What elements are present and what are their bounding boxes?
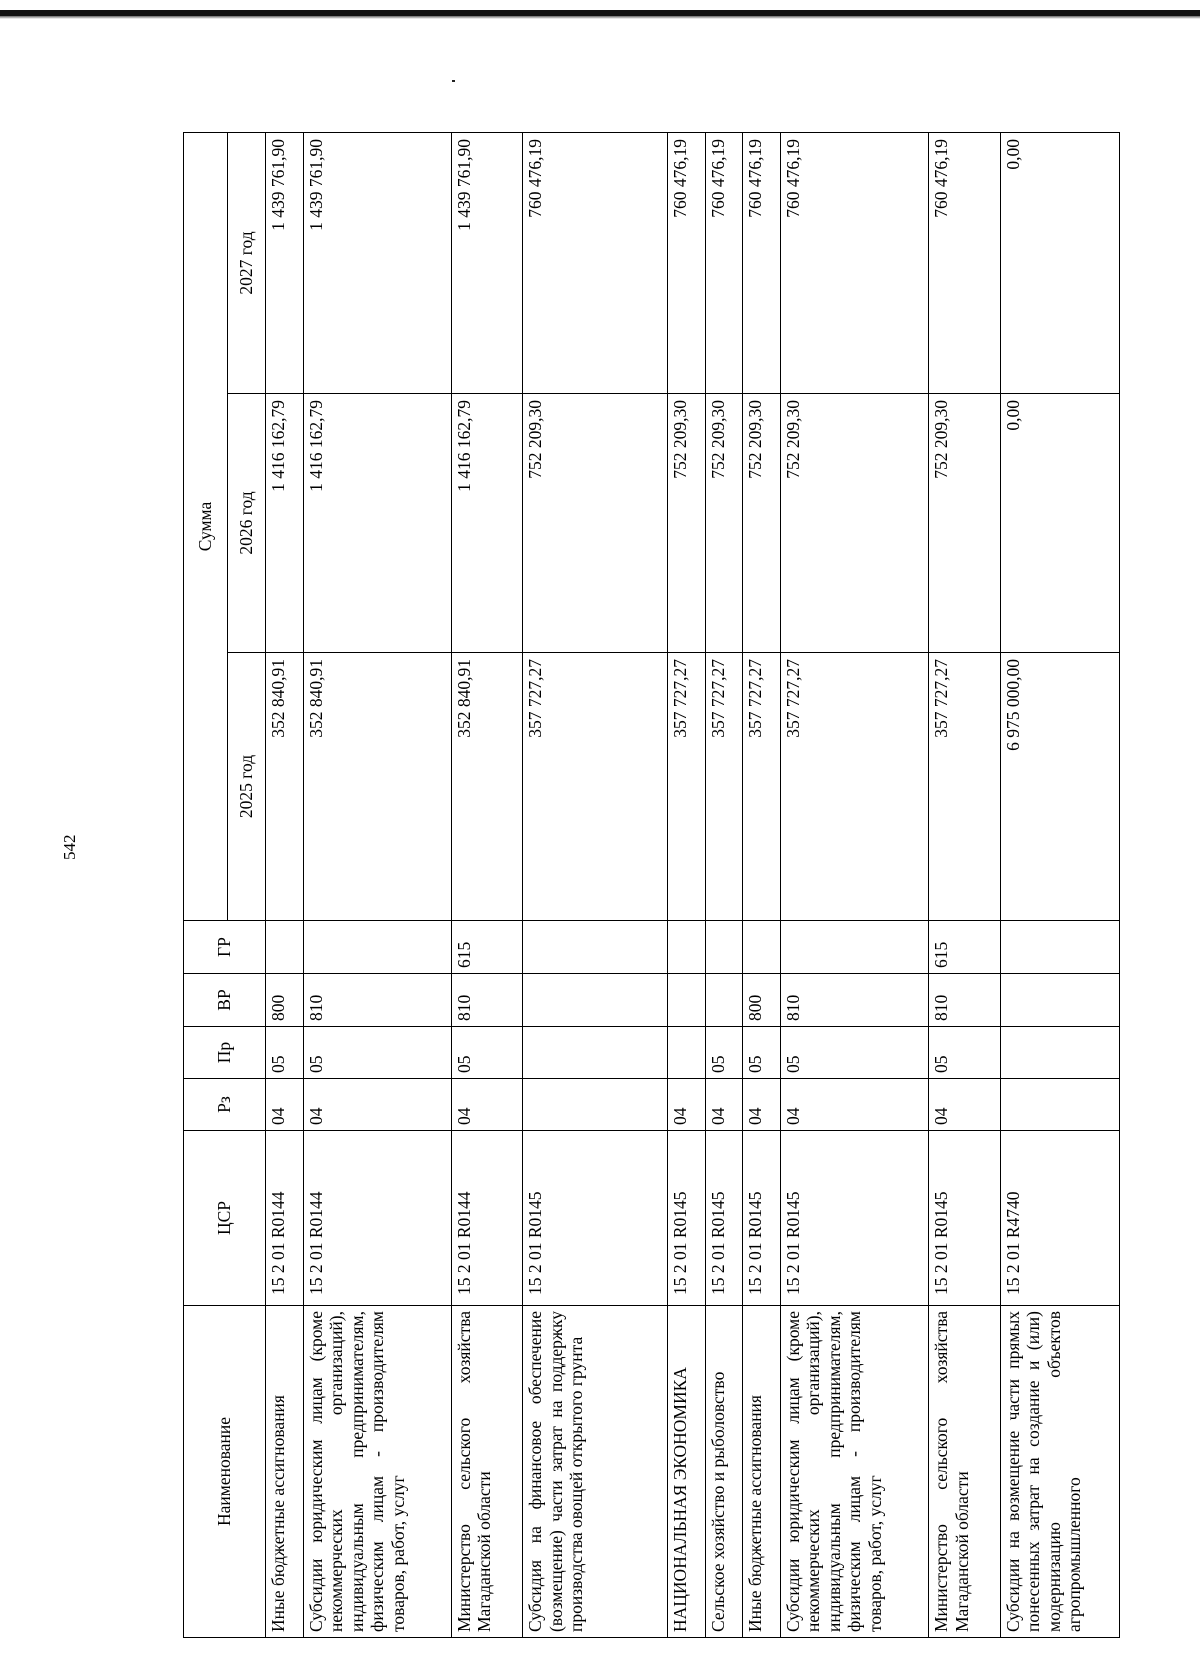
table-row — [780, 133, 928, 1638]
header-year-2027: 2027 год — [228, 133, 266, 394]
row-rz — [523, 1079, 667, 1131]
row-amount-2026: 1 416 162,79 — [451, 394, 523, 653]
header-rz: Рз — [184, 1079, 266, 1131]
table-row — [705, 133, 743, 1638]
row-pr: 05 — [451, 1027, 523, 1079]
row-gr — [780, 921, 928, 974]
row-amount-2026: 752 209,30 — [705, 394, 743, 653]
table-row — [743, 133, 781, 1638]
table-head — [184, 133, 266, 1638]
row-csr: 15 2 01 R0145 — [523, 1131, 667, 1306]
row-name: Иные бюджетные ассигнования — [743, 1306, 781, 1638]
row-gr: 615 — [451, 921, 523, 974]
scan-speck — [452, 80, 455, 82]
row-rz: 04 — [266, 1079, 304, 1131]
row-rz: 04 — [451, 1079, 523, 1131]
row-amount-2026: 752 209,30 — [929, 394, 1001, 653]
table-row — [667, 133, 705, 1638]
budget-table — [183, 132, 1120, 1638]
row-pr: 05 — [266, 1027, 304, 1079]
row-amount-2027: 760 476,19 — [743, 133, 781, 394]
row-gr — [303, 921, 451, 974]
row-amount-2026: 1 416 162,79 — [266, 394, 304, 653]
row-amount-2027: 0,00 — [1000, 133, 1119, 394]
header-csr: ЦСР — [184, 1131, 266, 1306]
row-amount-2026: 1 416 162,79 — [303, 394, 451, 653]
rotated-table-container — [183, 133, 1120, 1638]
row-amount-2027: 760 476,19 — [929, 133, 1001, 394]
row-pr: 05 — [743, 1027, 781, 1079]
row-gr — [266, 921, 304, 974]
row-amount-2025: 352 840,91 — [303, 653, 451, 921]
row-amount-2026: 752 209,30 — [523, 394, 667, 653]
row-gr — [667, 921, 705, 974]
row-rz: 04 — [929, 1079, 1001, 1131]
row-amount-2025: 357 727,27 — [780, 653, 928, 921]
row-amount-2027: 1 439 761,90 — [266, 133, 304, 394]
row-vr: 810 — [303, 974, 451, 1027]
row-pr — [1000, 1027, 1119, 1079]
row-name: Иные бюджетные ассигнования — [266, 1306, 304, 1638]
page-number: 542 — [60, 834, 79, 860]
row-name: НАЦИОНАЛЬНАЯ ЭКОНОМИКА — [667, 1306, 705, 1638]
row-amount-2027: 760 476,19 — [523, 133, 667, 394]
row-amount-2025: 357 727,27 — [667, 653, 705, 921]
row-rz: 04 — [780, 1079, 928, 1131]
row-rz — [1000, 1079, 1119, 1131]
row-pr: 05 — [705, 1027, 743, 1079]
row-rz: 04 — [667, 1079, 705, 1131]
row-vr — [523, 974, 667, 1027]
row-amount-2025: 357 727,27 — [705, 653, 743, 921]
row-name: Субсидии юридическим лицам (кроме некоммерческих организаций), индивидуальным предпринимателям, физическим лицам - производителям товаров, работ, услуг — [780, 1306, 928, 1638]
row-vr: 800 — [743, 974, 781, 1027]
row-vr: 810 — [780, 974, 928, 1027]
row-name: Субсидии юридическим лицам (кроме некоммерческих организаций), индивидуальным предпринимателям, физическим лицам - производителям товаров, работ, услуг — [303, 1306, 451, 1638]
row-amount-2027: 760 476,19 — [667, 133, 705, 394]
row-amount-2026: 752 209,30 — [667, 394, 705, 653]
scan-top-edge — [0, 10, 1200, 16]
row-amount-2025: 352 840,91 — [266, 653, 304, 921]
row-name: Сельское хозяйство и рыболовство — [705, 1306, 743, 1638]
row-csr: 15 2 01 R4740 — [1000, 1131, 1119, 1306]
table-body — [266, 133, 1120, 1638]
row-csr: 15 2 01 R0144 — [303, 1131, 451, 1306]
row-amount-2027: 1 439 761,90 — [303, 133, 451, 394]
row-rz: 04 — [705, 1079, 743, 1131]
row-vr — [1000, 974, 1119, 1027]
row-amount-2027: 1 439 761,90 — [451, 133, 523, 394]
row-name: Министерство сельского хозяйства Магаданской области — [451, 1306, 523, 1638]
table-row — [451, 133, 523, 1638]
header-name: Наименование — [184, 1306, 266, 1638]
row-amount-2026: 752 209,30 — [743, 394, 781, 653]
row-vr: 810 — [451, 974, 523, 1027]
row-vr: 810 — [929, 974, 1001, 1027]
row-gr — [523, 921, 667, 974]
row-amount-2025: 352 840,91 — [451, 653, 523, 921]
header-year-2026: 2026 год — [228, 394, 266, 653]
row-csr: 15 2 01 R0145 — [929, 1131, 1001, 1306]
row-name: Министерство сельского хозяйства Магаданской области — [929, 1306, 1001, 1638]
row-csr: 15 2 01 R0144 — [451, 1131, 523, 1306]
row-csr: 15 2 01 R0145 — [743, 1131, 781, 1306]
row-pr — [523, 1027, 667, 1079]
row-amount-2027: 760 476,19 — [705, 133, 743, 394]
row-vr — [705, 974, 743, 1027]
row-vr — [667, 974, 705, 1027]
row-amount-2025: 6 975 000,00 — [1000, 653, 1119, 921]
row-csr: 15 2 01 R0144 — [266, 1131, 304, 1306]
row-csr: 15 2 01 R0145 — [667, 1131, 705, 1306]
row-pr: 05 — [303, 1027, 451, 1079]
row-amount-2025: 357 727,27 — [929, 653, 1001, 921]
row-amount-2025: 357 727,27 — [743, 653, 781, 921]
table-row — [1000, 133, 1119, 1638]
header-pr: Пр — [184, 1027, 266, 1079]
row-rz: 04 — [743, 1079, 781, 1131]
row-gr — [705, 921, 743, 974]
row-csr: 15 2 01 R0145 — [780, 1131, 928, 1306]
table-row — [929, 133, 1001, 1638]
row-amount-2025: 357 727,27 — [523, 653, 667, 921]
row-pr: 05 — [780, 1027, 928, 1079]
row-pr: 05 — [929, 1027, 1001, 1079]
row-pr — [667, 1027, 705, 1079]
header-vr: ВР — [184, 974, 266, 1027]
row-gr — [1000, 921, 1119, 974]
row-vr: 800 — [266, 974, 304, 1027]
row-name: Субсидия на финансовое обеспечение (возмещение) части затрат на поддержку производства овощей открытого грунта — [523, 1306, 667, 1638]
row-amount-2026: 0,00 — [1000, 394, 1119, 653]
table-row — [523, 133, 667, 1638]
row-csr: 15 2 01 R0145 — [705, 1131, 743, 1306]
header-year-2025: 2025 год — [228, 653, 266, 921]
table-row — [303, 133, 451, 1638]
row-rz: 04 — [303, 1079, 451, 1131]
row-gr: 615 — [929, 921, 1001, 974]
table-row — [266, 133, 304, 1638]
row-gr — [743, 921, 781, 974]
header-sum: Сумма — [184, 133, 228, 921]
row-name: Субсидии на возмещение части прямых понесенных затрат на создание и (или) модернизацию объектов агропромышленного — [1000, 1306, 1119, 1638]
row-amount-2026: 752 209,30 — [780, 394, 928, 653]
row-amount-2027: 760 476,19 — [780, 133, 928, 394]
header-gr: ГР — [184, 921, 266, 974]
